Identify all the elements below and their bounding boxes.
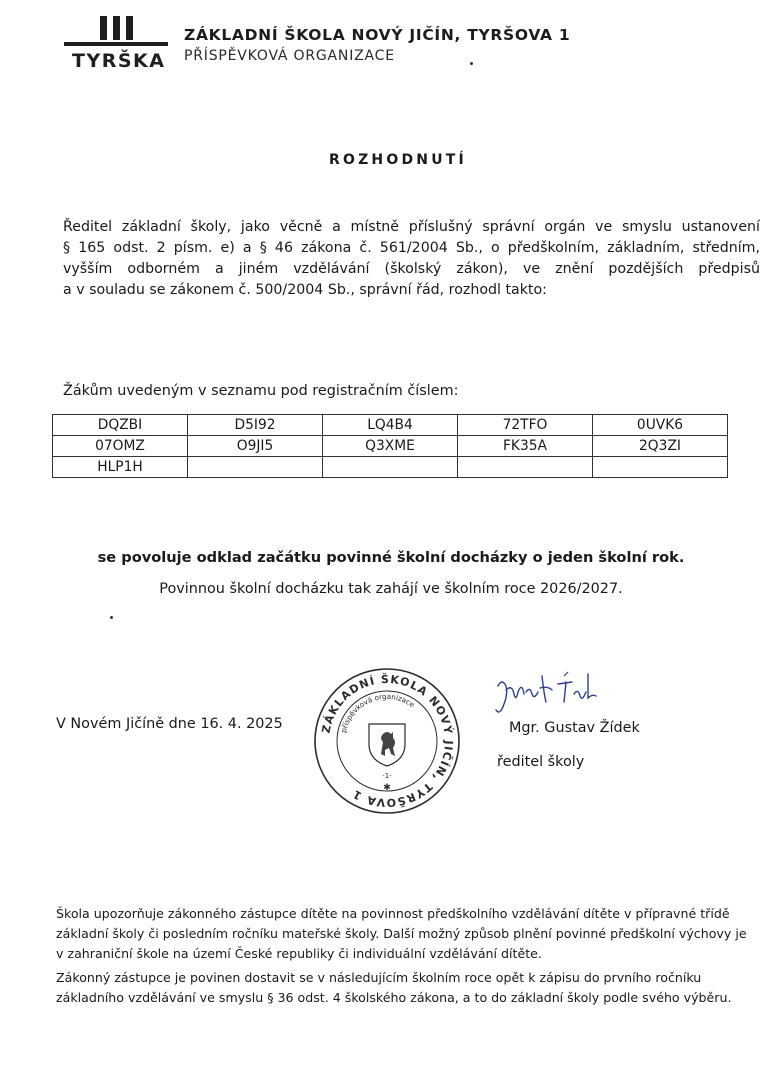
code-cell: 0UVK6 [593,415,728,436]
code-cell [188,457,323,478]
scan-speck [110,616,113,619]
star-icon: ✱ [383,783,391,793]
decision-statement: se povoluje odklad začátku povinné školní docházky o jeden školní rok. [97,549,685,566]
code-cell: Q3XME [323,436,458,457]
official-stamp [312,666,462,816]
code-cell: LQ4B4 [323,415,458,436]
intro-line: a v souladu se zákonem č. 500/2004 Sb., správní řád, rozhodl takto: [63,282,547,298]
intro-line: Ředitel základní školy, jako věcně a místně příslušný správní orgán ve smyslu ustanovení [63,219,760,235]
code-cell [458,457,593,478]
logo-line [64,42,168,46]
logo-text: TYRŠKA [72,50,166,72]
table-row [53,457,728,478]
pupils-label: Žákům uvedeným v seznamu pod registračním číslem: [63,383,459,399]
signer-role: ředitel školy [497,754,585,770]
notice-line: v zahraniční škole na území České republiky či individuální vzdělávání dítěte. [56,946,542,961]
code-cell: 72TFO [458,415,593,436]
start-note: Povinnou školní docházku tak zahájí ve školním roce 2026/2027. [159,581,623,597]
code-cell: D5I92 [188,415,323,436]
organization-type: PŘÍSPĚVKOVÁ ORGANIZACE [184,48,395,64]
code-cell [323,457,458,478]
intro-line: vyšším odborném a jiném vzdělávání (školský zákon), ve znění pozdějších předpisů [63,261,760,277]
scan-speck [470,62,473,65]
code-cell: DQZBI [53,415,188,436]
stamp-number: -1- [382,772,392,780]
intro-line: § 165 odst. 2 písm. e) a § 46 zákona č. 561/2004 Sb., o předškolním, základním, středním, [63,240,760,256]
school-name: ZÁKLADNÍ ŠKOLA NOVÝ JIČÍN, TYRŠOVA 1 [184,26,571,44]
table-row [53,436,728,457]
code-cell: FK35A [458,436,593,457]
place-date: V Novém Jičíně dne 16. 4. 2025 [56,716,283,732]
logo-bars [100,16,136,40]
stamp-inner-text: příspěvková organizace [338,691,417,734]
registration-codes-table [52,414,728,478]
code-cell [593,457,728,478]
handwritten-signature [492,664,602,722]
notice-line: Škola upozorňuje zákonného zástupce dítěte na povinnost předškolního vzdělávání dítěte v přípravné třídě [56,906,730,921]
code-cell: 07OMZ [53,436,188,457]
code-cell: 2Q3ZI [593,436,728,457]
code-cell: HLP1H [53,457,188,478]
stamp-outer-text: ZÁKLADNÍ ŠKOLA NOVÝ JIČÍN, TYRŠOVA 1 [319,672,456,810]
notice-enrollment [56,968,736,1008]
code-cell: O9JI5 [188,436,323,457]
notice-line: základní školy či posledním ročníku mateřské školy. Další možný způsob plnění povinné předškolní výchovy je [56,926,747,941]
notice-line: základního vzdělávání ve smyslu § 36 odst. 4 školského zákona, a to do základní školy podle svého výběru. [56,990,732,1005]
notice-preschool [56,904,747,964]
coat-of-arms-icon [369,724,405,766]
document-title: ROZHODNUTÍ [329,152,467,168]
school-logo [64,14,168,80]
table-row [53,415,728,436]
notice-line: Zákonný zástupce je povinen dostavit se v následujícím školním roce opět k zápisu do prvního ročníku [56,970,702,985]
signer-name: Mgr. Gustav Žídek [509,720,640,736]
intro-paragraph [63,217,763,301]
